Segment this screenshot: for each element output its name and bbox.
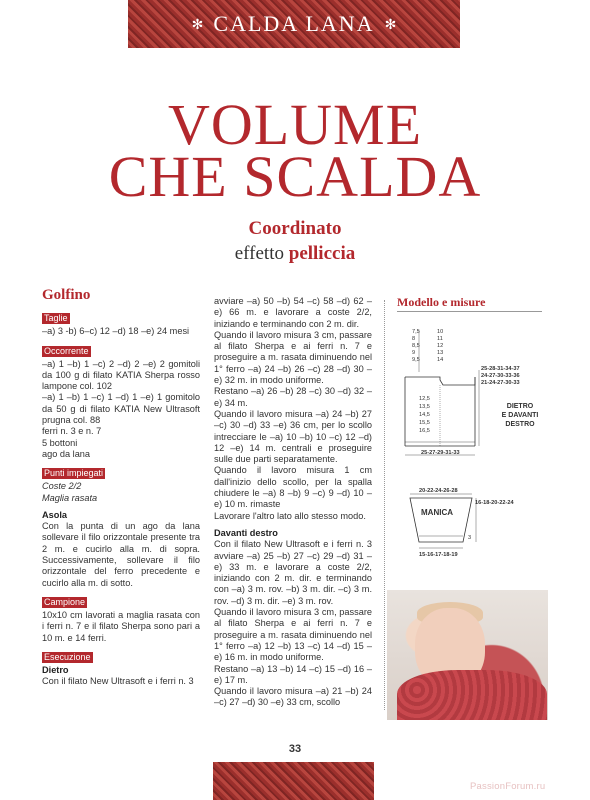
sleeve-right: 16-18-20-22-24 bbox=[475, 500, 514, 506]
photo-sweater bbox=[397, 670, 547, 720]
occorrente-label: Occorrente bbox=[44, 345, 89, 356]
col-b-3: 13 bbox=[437, 350, 444, 356]
center-val-3: 15,5 bbox=[419, 420, 430, 426]
sleeve-cuff: 3 bbox=[468, 535, 472, 541]
subtitle-line-1: Coordinato bbox=[248, 218, 342, 239]
col-a-3: 9 bbox=[412, 350, 416, 356]
col-a-4: 9,5 bbox=[412, 357, 420, 363]
occorrente-text: ago da lana bbox=[42, 448, 91, 459]
col-b-2: 12 bbox=[437, 343, 444, 349]
body-label-1: DIETRO bbox=[506, 403, 534, 410]
occorrente-text: 5 bottoni bbox=[42, 437, 78, 448]
subtitle-line-2 bbox=[0, 243, 590, 265]
center-val-0: 12,5 bbox=[419, 396, 430, 402]
center-val-1: 13,5 bbox=[419, 404, 430, 410]
bottom-band bbox=[213, 762, 374, 800]
measure-top-3: 21-24-27-30-33 bbox=[481, 380, 520, 386]
occorrente-text: –a) 1 –b) 1 –c) 2 –d) 2 –e) 2 gomitoli da 100 g di filato KATIA Sherpa rosso lampone col. 102 bbox=[42, 358, 200, 392]
snowflake-icon: ✻ bbox=[384, 15, 397, 32]
page-number: 33 bbox=[288, 743, 302, 755]
body-label-2: E DAVANTI bbox=[501, 412, 539, 419]
left-column bbox=[42, 287, 200, 687]
subtitle-accent: pelliccia bbox=[288, 243, 356, 264]
body-paragraph: Quando il lavoro misura –a) 21 –b) 24 –c) 27 –d) 30 –e) 33 cm, scollo bbox=[214, 686, 372, 708]
snowflake-icon: ✻ bbox=[191, 15, 204, 32]
measure-top-2: 24-27-30-33-36 bbox=[481, 373, 520, 379]
banner-title: CALDA LANA bbox=[213, 11, 375, 36]
body-paragraph: Quando il lavoro misura 1 cm dall'inizio dello scollo, per la spalla chiudere le –a) 8 –b) 9 –c) 9 –d) 10 –e) 10 m. rimaste bbox=[214, 465, 372, 510]
col-b-1: 11 bbox=[437, 336, 443, 342]
col-a-2: 8,5 bbox=[412, 343, 420, 349]
body-paragraph: Lavorare l'altro lato allo stesso modo. bbox=[214, 510, 366, 521]
bottom-width: 25-27-29-31-33 bbox=[421, 450, 460, 456]
section-title: Golfino bbox=[42, 287, 91, 303]
esecuzione-label: Esecuzione bbox=[44, 651, 91, 662]
body-paragraph: Restano –a) 13 –b) 14 –c) 15 –d) 16 –e) 17 m. bbox=[214, 663, 372, 685]
dietro-text: Con il filato New Ultrasoft e i ferri n. 3 bbox=[42, 676, 194, 687]
taglie-label: Taglie bbox=[44, 313, 68, 324]
model-rule bbox=[397, 311, 542, 312]
davanti-title: Davanti destro bbox=[214, 527, 278, 538]
header-banner bbox=[128, 0, 460, 48]
middle-column bbox=[214, 296, 372, 709]
punti-text: Coste 2/2 bbox=[42, 481, 82, 492]
asola-text: Con la punta di un ago da lana sollevare il filo orizzontale presente tra 2 m. e cucirlo alla m. di sopra. Successivamente, sollevare il filo orizzontale del ferro precedente e cucirlo alla m. di sotto. bbox=[42, 521, 200, 588]
dietro-title: Dietro bbox=[42, 664, 69, 675]
column-divider bbox=[384, 300, 385, 710]
baby-photo bbox=[387, 590, 548, 720]
col-b-0: 10 bbox=[437, 329, 444, 335]
body-label bbox=[495, 402, 545, 429]
body-paragraph: Restano –a) 26 –b) 28 –c) 30 –d) 32 –e) 34 m. bbox=[214, 386, 372, 408]
subtitle-plain: effetto bbox=[234, 243, 284, 264]
center-val-4: 16,5 bbox=[419, 428, 430, 434]
watermark: PassionForum.ru bbox=[470, 781, 546, 792]
occorrente-text: ferri n. 3 e n. 7 bbox=[42, 426, 102, 437]
headline-line-1: VOLUME bbox=[167, 92, 423, 157]
sleeve-top: 20-22-24-26-28 bbox=[419, 488, 458, 494]
sleeve-diagram bbox=[405, 486, 555, 566]
occorrente-text: –a) 1 –b) 1 –c) 1 –d) 1 –e) 1 gomitolo da 50 g di filato KATIA New Ultrasoft prugna col. 88 bbox=[42, 392, 200, 426]
body-paragraph: Quando il lavoro misura –a) 24 –b) 27 –c) 30 –d) 33 –e) 36 cm, per lo scollo intrecciare le –a) 10 –b) 10 –c) 12 –d) 12 –e) 14 m. centrali e proseguire sulle due parti separatamente. bbox=[214, 408, 372, 465]
col-a-0: 7,5 bbox=[412, 329, 420, 335]
body-paragraph: Con il filato New Ultrasoft e i ferri n. 3 avviare –a) 25 –b) 27 –c) 29 –d) 31 –e) 33 m. e lavorare a coste 2/2, iniziando con 2 m. dir. e terminando con –a) 3 m. rov. –b) 3 m. dir. –c) 3 m. rov. –d) 3 m. dir. –e) 3 m. rov. bbox=[214, 539, 372, 606]
col-b-4: 14 bbox=[437, 357, 444, 363]
model-title: Modello e misure bbox=[397, 295, 486, 309]
measure-top-1: 25-28-31-34-37 bbox=[481, 366, 520, 372]
taglie-text: –a) 3 -b) 6–c) 12 –d) 18 –e) 24 mesi bbox=[42, 326, 190, 337]
headline-line-2: CHE SCALDA bbox=[108, 144, 482, 209]
asola-title: Asola bbox=[42, 509, 68, 520]
body-paragraph: Quando il lavoro misura 3 cm, passare al filato Sherpa e ai ferri n. 7 e proseguire a m. rasata diminuendo nel 1° ferro –a) 24 –b) 26 –c) 28 –d) 30 –e) 32 m. in modo uniforme. bbox=[214, 329, 372, 386]
center-val-2: 14,5 bbox=[419, 412, 430, 418]
body-diagram bbox=[395, 322, 555, 472]
body-paragraph: Quando il lavoro misura 3 cm, passare al filato Sherpa e ai ferri n. 7 e proseguire a m. rasata diminuendo nel 1° ferro –a) 12 –b) 13 –c) 14 –d) 15 –e) 16 m. in modo uniforme. bbox=[214, 607, 372, 663]
body-paragraph: avviare –a) 50 –b) 54 –c) 58 –d) 62 –e) 66 m. e lavorare a coste 2/2, iniziando e terminando con 2 m. dir. bbox=[214, 296, 372, 329]
punti-text: Maglia rasata bbox=[42, 492, 98, 503]
punti-label: Punti impiegati bbox=[44, 468, 104, 479]
col-a-1: 8 bbox=[412, 336, 416, 342]
sleeve-bottom: 15-16-17-18-19 bbox=[419, 552, 458, 558]
campione-label: Campione bbox=[44, 596, 86, 607]
sleeve-label: MANICA bbox=[421, 508, 453, 517]
body-label-3: DESTRO bbox=[505, 421, 535, 428]
campione-text: 10x10 cm lavorati a maglia rasata con i ferri n. 7 e il filato Sherpa sono pari a 10 m. e 14 ferri. bbox=[42, 609, 200, 643]
